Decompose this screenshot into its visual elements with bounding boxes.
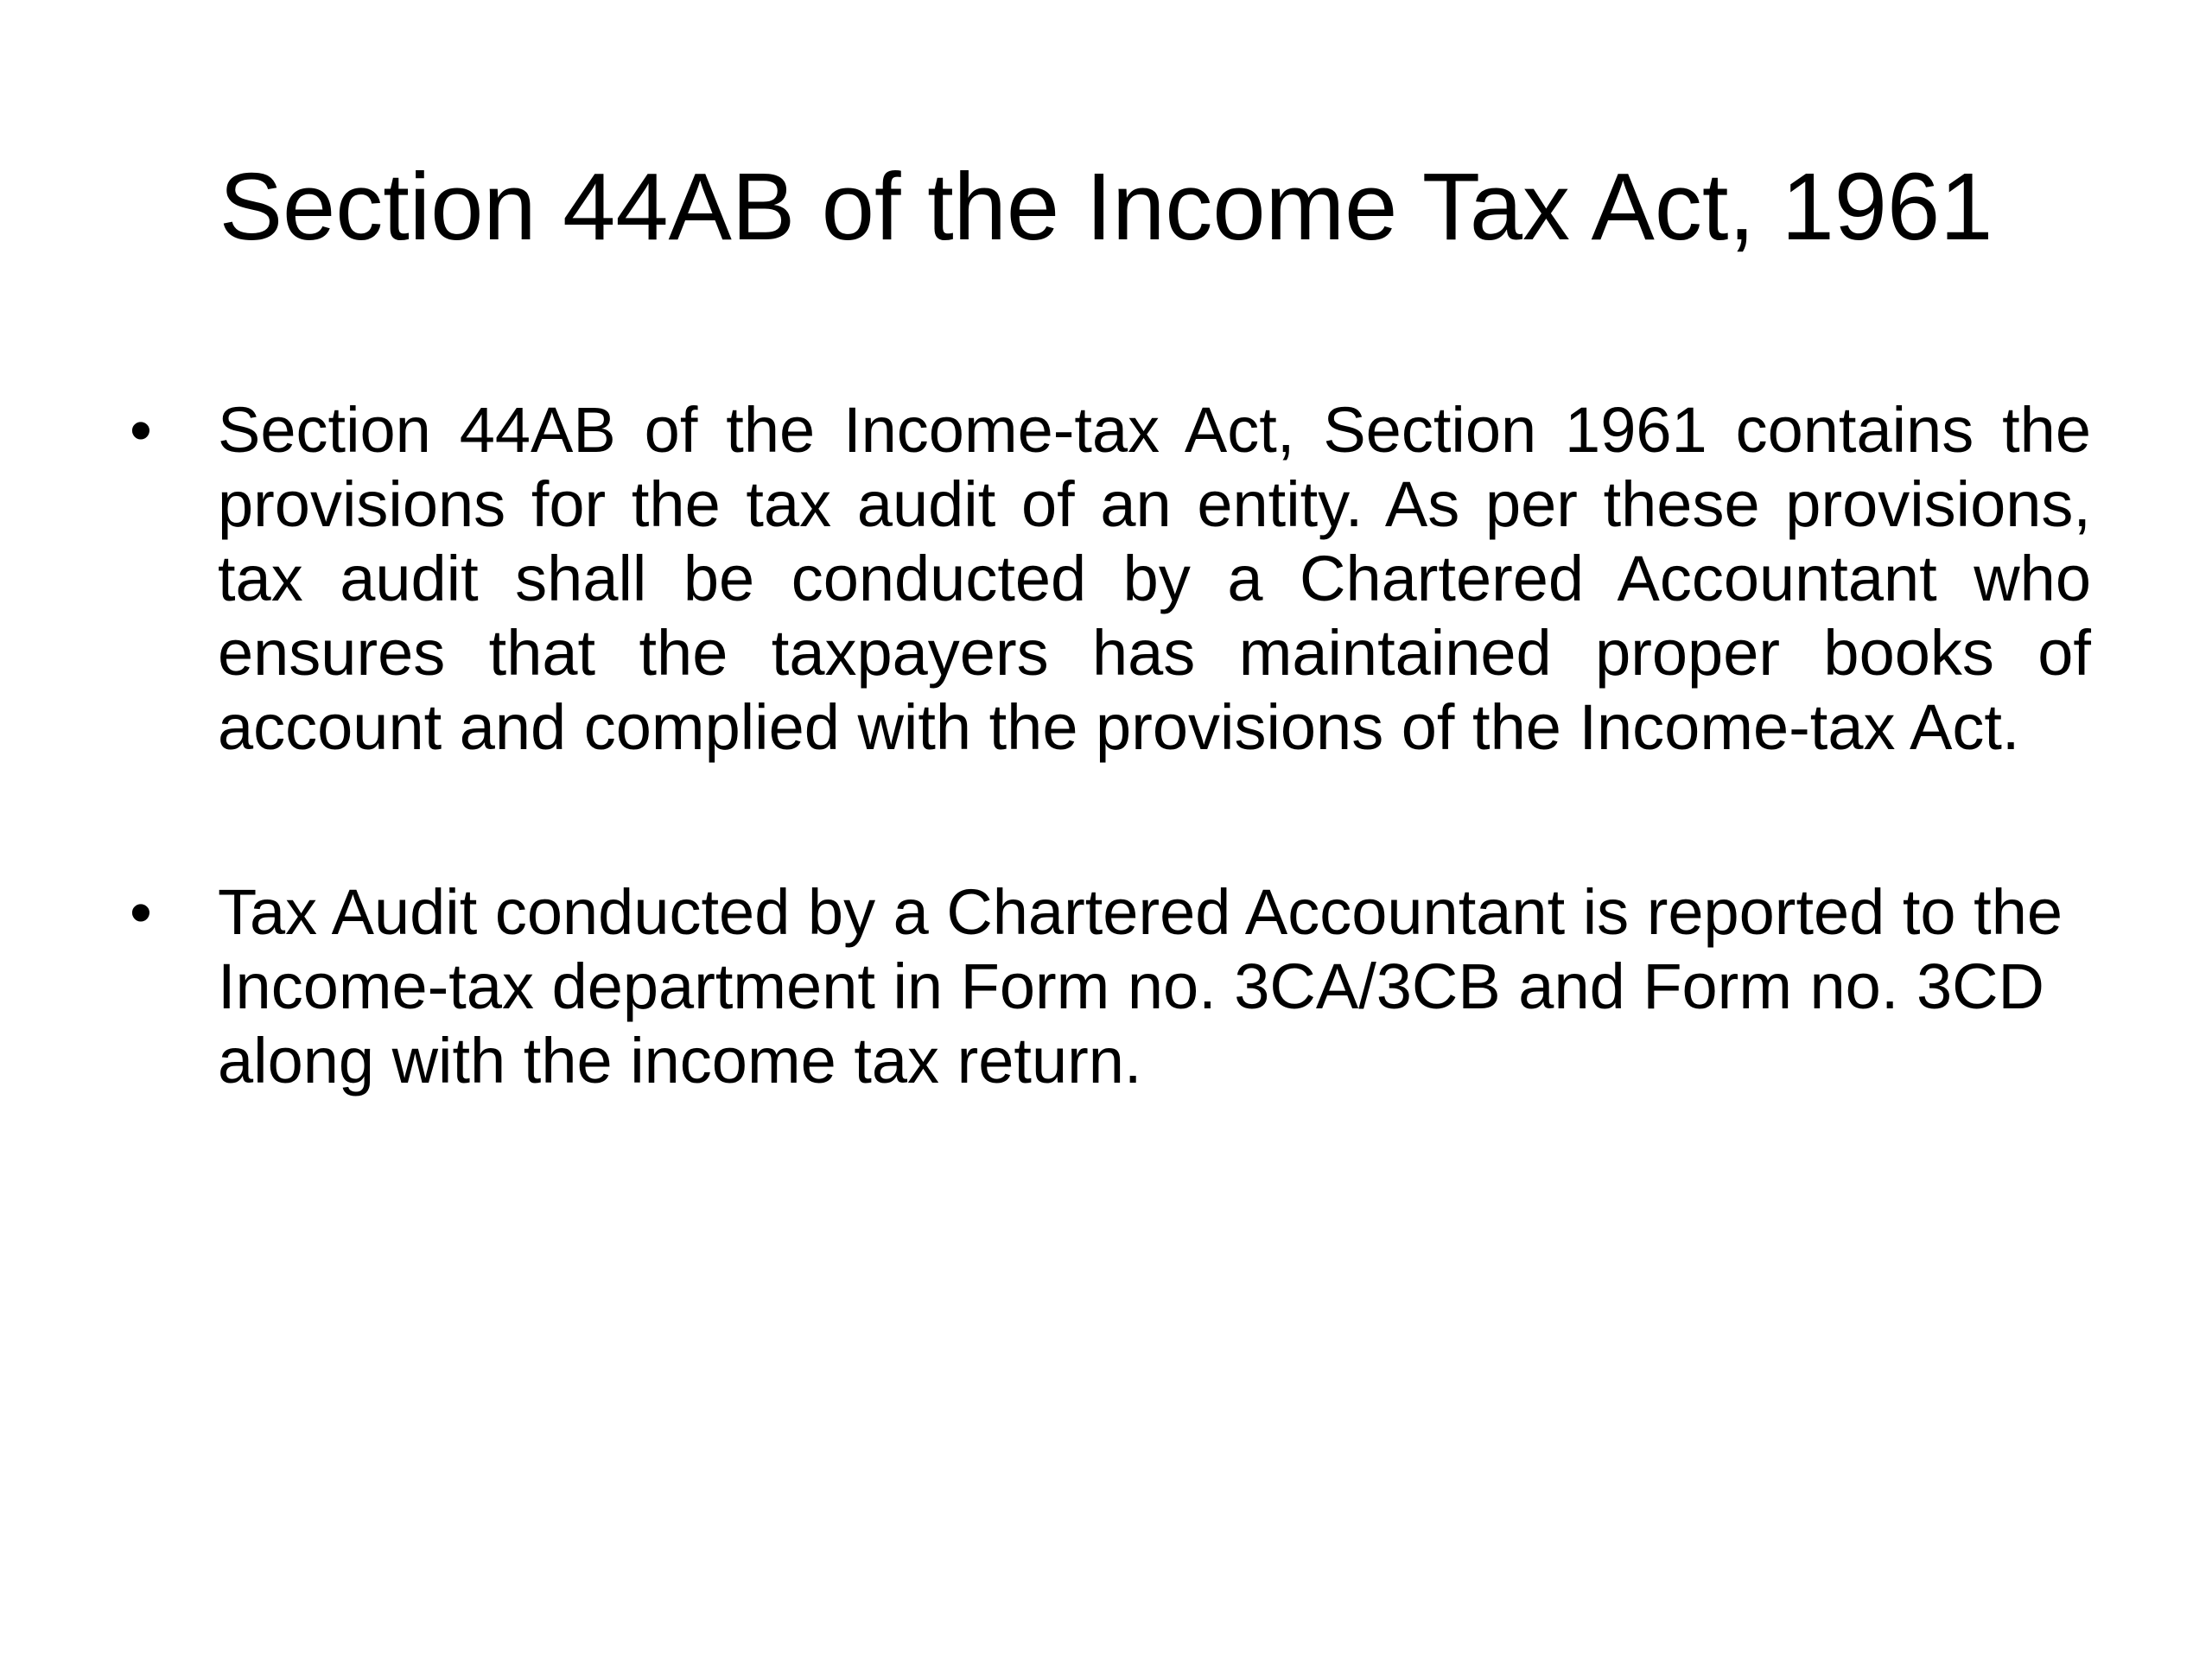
slide-title: Section 44AB of the Income Tax Act, 1961 — [219, 154, 1993, 260]
bullet-item-audit-provisions — [130, 393, 2091, 765]
bullet-text: Tax Audit conducted by a Chartered Accountant is reported to the Income-tax department in Form no. 3CA/3CB and Form no. 3CD along with the income tax return. — [218, 876, 2063, 1096]
bullet-list — [130, 393, 2091, 1098]
bullet-item-audit-reporting — [130, 875, 2091, 1098]
bullet-icon: • — [130, 394, 152, 466]
bullet-icon: • — [130, 876, 152, 948]
bullet-text: Section 44AB of the Income-tax Act, Section 1961 contains the provisions for the tax audit of an entity. As per these provisions, tax audit shall be conducted by a Chartered Accountant who ensures that the taxpayers has maintained proper books of account and complied with the provisions of the Income-tax Act. — [218, 394, 2091, 763]
